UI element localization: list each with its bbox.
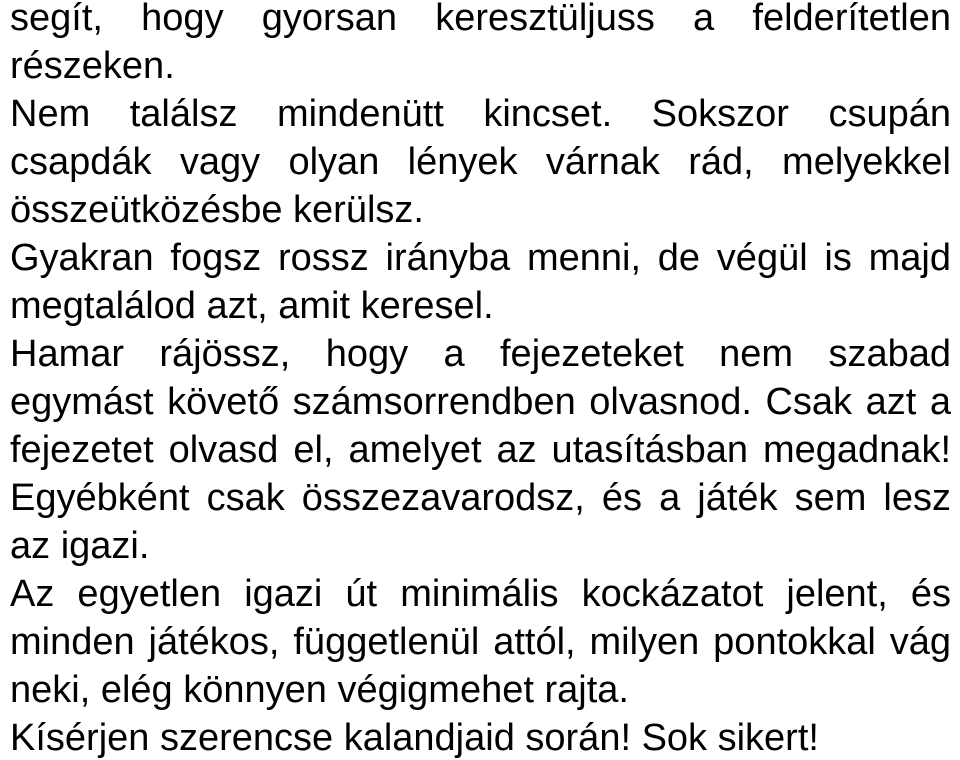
document-body (10, 0, 951, 760)
paragraph-wrong-direction: Gyakran fogsz rossz irányba menni, de végül is majd megtalálod azt, amit keresel. (10, 237, 951, 327)
paragraph-continuation: segít, hogy gyorsan keresztüljuss a felderítetlen részeken. (10, 0, 951, 87)
paragraph-good-luck: Kísérjen szerencse kalandjaid során! Sok sikert! (10, 717, 819, 759)
paragraph-chapter-order: Hamar rájössz, hogy a fejezeteket nem szabad egymást követő számsorrendben olvasnod. Csak azt a fejezetet olvasd el, amelyet az utasításban megadnak! Egyébként csak összezavarodsz, és a játék sem lesz az igazi. (10, 333, 951, 567)
paragraph-true-path: Az egyetlen igazi út minimális kockázatot jelent, és minden játékos, függetlenül attól, milyen pontokkal vág neki, elég könnyen végigmehet rajta. (10, 573, 951, 711)
paragraph-treasure: Nem találsz mindenütt kincset. Sokszor csupán csapdák vagy olyan lények várnak rád, melyekkel összeütközésbe kerülsz. (10, 93, 951, 231)
